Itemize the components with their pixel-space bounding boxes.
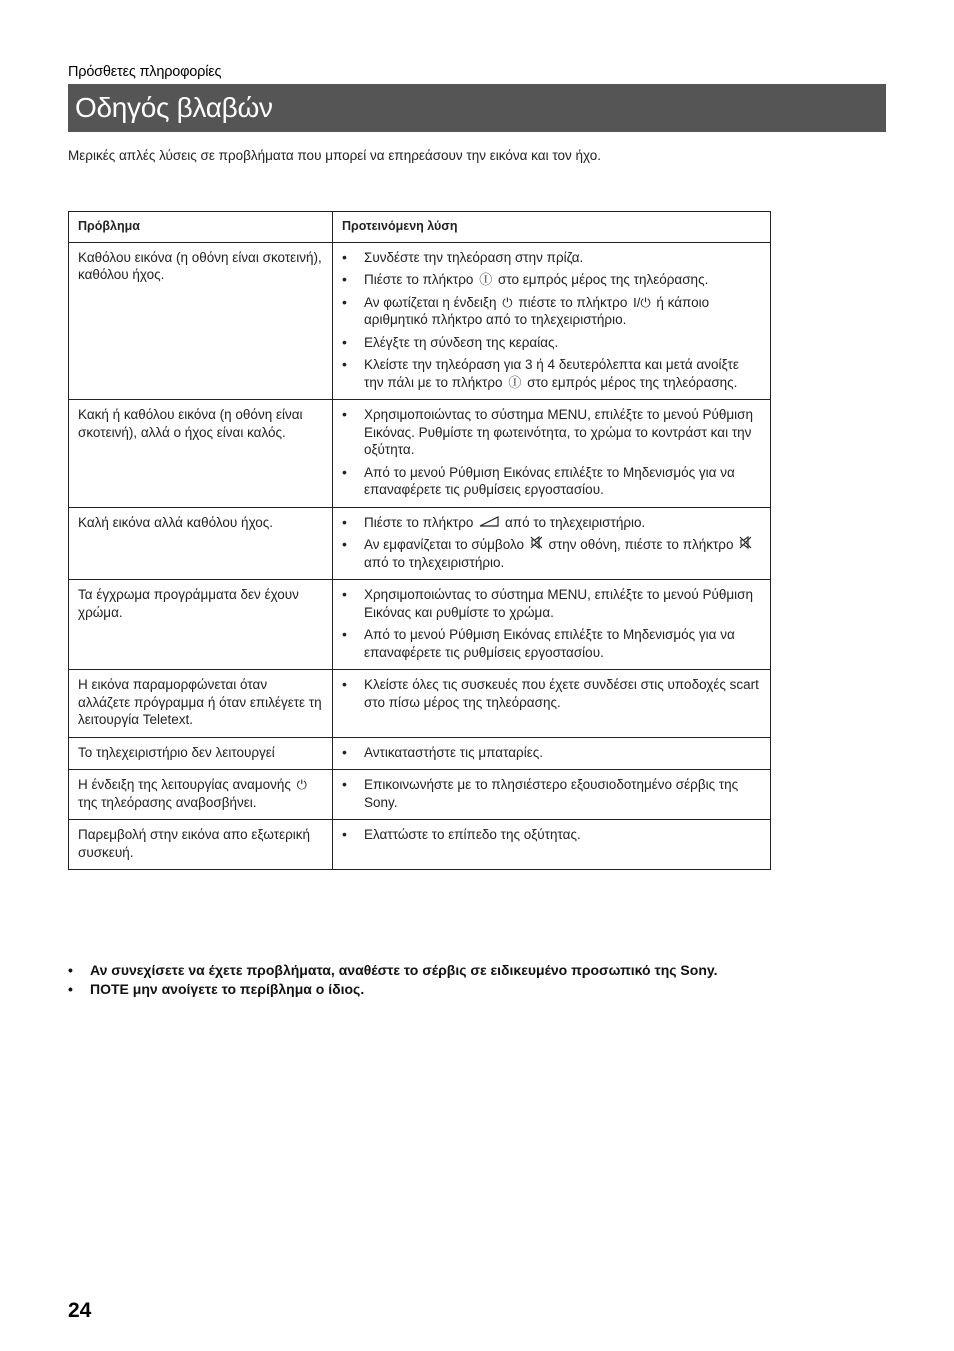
warnings-list xyxy=(68,961,718,999)
power-button-icon: Ⓘ xyxy=(508,374,522,390)
table-row xyxy=(69,580,771,670)
troubleshooting-table xyxy=(68,211,771,870)
column-header-problem: Πρόβλημα xyxy=(69,212,333,243)
solution-cell xyxy=(333,400,771,508)
column-header-solution: Προτεινόμενη λύση xyxy=(333,212,771,243)
on-off-button-icon: I/⏻ xyxy=(633,294,651,310)
solution-item: • Από το μενού Ρύθμιση Εικόνας επιλέξτε το Μηδενισμός για να επαναφέρετε τις ρυθμίσεις εργοστασίου. xyxy=(342,464,761,499)
standby-icon: ⏻ xyxy=(296,777,307,792)
solution-item: • Αν φωτίζεται η ένδειξη ⏻ πιέστε το πλήκτρο I/⏻ ή κάποιο αριθμητικό πλήκτρο από το τηλεχειριστήριο. xyxy=(342,294,761,329)
warning-item: • ΠΟΤΕ μην ανοίγετε το περίβλημα ο ίδιος. xyxy=(68,980,718,999)
table-header-row xyxy=(69,212,771,243)
problem-cell: Καλή εικόνα αλλά καθόλου ήχος. xyxy=(69,507,333,580)
muted-speaker-icon xyxy=(739,536,752,554)
standby-icon: ⏻ xyxy=(502,294,513,310)
problem-cell: Η εικόνα παραμορφώνεται όταν αλλάζετε πρόγραμμα ή όταν επιλέγετε τη λειτουργία Teletext. xyxy=(69,670,333,738)
solution-cell xyxy=(333,670,771,738)
problem-cell: Το τηλεχειριστήριο δεν λειτουργεί xyxy=(69,737,333,770)
table-row xyxy=(69,242,771,400)
section-label: Πρόσθετες πληροφορίες xyxy=(68,64,222,80)
solution-item: • Χρησιμοποιώντας το σύστημα MENU, επιλέξτε το μενού Ρύθμιση Εικόνας και ρυθμίστε το χρώμα. xyxy=(342,586,761,621)
solution-item: • Ελέγξτε τη σύνδεση της κεραίας. xyxy=(342,334,761,352)
solution-item: • Χρησιμοποιώντας το σύστημα MENU, επιλέξτε το μενού Ρύθμιση Εικόνας. Ρυθμίστε τη φωτεινότητα, το χρώμα το κοντράστ και την οξύτητα. xyxy=(342,406,761,459)
solution-item: • Επικοινωνήστε με το πλησιέστερο εξουσιοδοτημένο σέρβις της Sony. xyxy=(342,776,761,811)
solution-cell xyxy=(333,770,771,820)
page-title: Οδηγός βλαβών xyxy=(75,92,273,123)
solution-cell xyxy=(333,820,771,870)
solution-item: • Κλείστε την τηλεόραση για 3 ή 4 δευτερόλεπτα και μετά ανοίξτε την πάλι με το πλήκτρο Ⓘ στο εμπρός μέρος της τηλεόρασης. xyxy=(342,356,761,391)
table-row xyxy=(69,820,771,870)
solution-item: • Από το μενού Ρύθμιση Εικόνας επιλέξτε το Μηδενισμός για να επαναφέρετε τις ρυθμίσεις εργοστασίου. xyxy=(342,626,761,661)
solution-cell xyxy=(333,580,771,670)
solution-item: • Αντικαταστήστε τις μπαταρίες. xyxy=(342,744,761,762)
problem-cell: Κακή ή καθόλου εικόνα (η οθόνη είναι σκοτεινή), αλλά ο ήχος είναι καλός. xyxy=(69,400,333,508)
problem-cell: Καθόλου εικόνα (η οθόνη είναι σκοτεινή), καθόλου ήχος. xyxy=(69,242,333,400)
problem-cell: Παρεμβολή στην εικόνα απο εξωτερική συσκευή. xyxy=(69,820,333,870)
page-number: 24 xyxy=(68,1299,92,1322)
muted-speaker-icon xyxy=(530,536,543,554)
problem-cell: Η ένδειξη της λειτουργίας αναμονής ⏻ της τηλεόρασης αναβοσβήνει. xyxy=(69,770,333,820)
solution-item: • Κλείστε όλες τις συσκευές που έχετε συνδέσει στις υποδοχές scart στο πίσω μέρος της τηλεόρασης. xyxy=(342,676,761,711)
solution-cell xyxy=(333,242,771,400)
warning-item: • Αν συνεχίσετε να έχετε προβλήματα, αναθέστε το σέρβις σε ειδικευμένο προσωπικό της Sony. xyxy=(68,961,718,980)
solution-item: • Πιέστε το πλήκτρο Ⓘ στο εμπρός μέρος της τηλεόρασης. xyxy=(342,271,761,289)
table-row xyxy=(69,770,771,820)
solution-item: • Αν εμφανίζεται το σύμβολο στην οθόνη, πιέστε το πλήκτρο από το τηλεχειριστήριο. xyxy=(342,536,761,571)
problem-cell: Τα έγχρωμα προγράμματα δεν έχουν χρώμα. xyxy=(69,580,333,670)
solution-cell xyxy=(333,507,771,580)
solution-item: • Συνδέστε την τηλεόραση στην πρίζα. xyxy=(342,249,761,267)
table-row xyxy=(69,507,771,580)
mute-button-icon xyxy=(479,514,499,532)
table-row xyxy=(69,737,771,770)
power-button-icon: Ⓘ xyxy=(479,272,493,287)
solution-cell xyxy=(333,737,771,770)
table-row xyxy=(69,400,771,508)
intro-text: Μερικές απλές λύσεις σε προβλήματα που μπορεί να επηρεάσουν την εικόνα και τον ήχο. xyxy=(68,148,601,163)
solution-item: • Ελαττώστε το επίπεδο της οξύτητας. xyxy=(342,826,761,844)
table-row xyxy=(69,670,771,738)
title-bar xyxy=(68,84,886,132)
solution-item: • Πιέστε το πλήκτρο από το τηλεχειριστήριο. xyxy=(342,514,761,532)
